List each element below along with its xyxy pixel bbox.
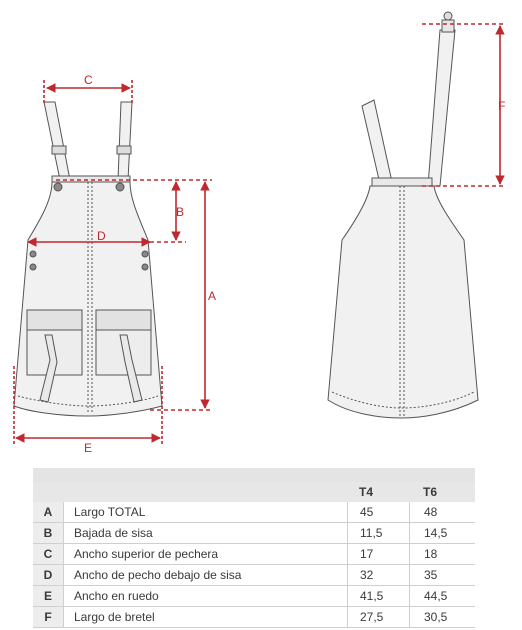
row-t6: 14,5 xyxy=(409,523,475,543)
row-t4: 41,5 xyxy=(347,586,409,606)
table-top-band xyxy=(33,468,475,482)
header-t6: T6 xyxy=(423,485,438,499)
table-row xyxy=(33,523,475,544)
front-left-buckle xyxy=(52,146,66,154)
row-desc: Largo de bretel xyxy=(63,607,347,627)
table-row xyxy=(33,502,475,523)
table-row xyxy=(33,607,475,628)
front-left-button xyxy=(54,183,62,191)
row-letter: D xyxy=(33,565,63,585)
size-table xyxy=(33,468,475,628)
table-row xyxy=(33,544,475,565)
label-a: A xyxy=(208,289,217,303)
front-right-button xyxy=(116,183,124,191)
row-letter: B xyxy=(33,523,63,543)
front-side-button-4 xyxy=(142,264,148,270)
label-b: B xyxy=(176,205,185,219)
row-desc: Ancho en ruedo xyxy=(63,586,347,606)
row-t6: 48 xyxy=(409,502,475,522)
table-row xyxy=(33,565,475,586)
front-side-button-2 xyxy=(30,264,36,270)
front-left-pocket-flap xyxy=(27,310,82,330)
row-t4: 32 xyxy=(347,565,409,585)
row-desc: Bajada de sisa xyxy=(63,523,347,543)
back-body xyxy=(328,186,478,418)
header-t4: T4 xyxy=(359,485,374,499)
row-t6: 44,5 xyxy=(409,586,475,606)
row-t6: 30,5 xyxy=(409,607,475,627)
front-right-pocket-flap xyxy=(96,310,151,330)
row-t4: 11,5 xyxy=(347,523,409,543)
row-letter: E xyxy=(33,586,63,606)
table-row xyxy=(33,586,475,607)
front-side-button-1 xyxy=(30,251,36,257)
back-view xyxy=(328,12,478,418)
row-t4: 27,5 xyxy=(347,607,409,627)
front-right-strap xyxy=(118,102,132,180)
row-t6: 35 xyxy=(409,565,475,585)
back-left-strap xyxy=(362,100,392,184)
row-letter: C xyxy=(33,544,63,564)
back-strap-button xyxy=(444,12,452,20)
front-left-strap xyxy=(44,102,70,180)
label-d: D xyxy=(97,229,106,243)
row-t6: 18 xyxy=(409,544,475,564)
row-desc: Ancho de pecho debajo de sisa xyxy=(63,565,347,585)
row-desc: Ancho superior de pechera xyxy=(63,544,347,564)
label-e: E xyxy=(84,441,93,455)
back-right-strap xyxy=(428,30,455,186)
front-right-buckle xyxy=(117,146,131,154)
row-letter: A xyxy=(33,502,63,522)
front-side-button-3 xyxy=(142,251,148,257)
row-letter: F xyxy=(33,607,63,627)
row-t4: 45 xyxy=(347,502,409,522)
label-c: C xyxy=(84,73,93,87)
table-header xyxy=(33,482,475,502)
row-desc: Largo TOTAL xyxy=(63,502,347,522)
label-f: F xyxy=(498,99,506,113)
row-t4: 17 xyxy=(347,544,409,564)
front-view xyxy=(14,102,162,416)
